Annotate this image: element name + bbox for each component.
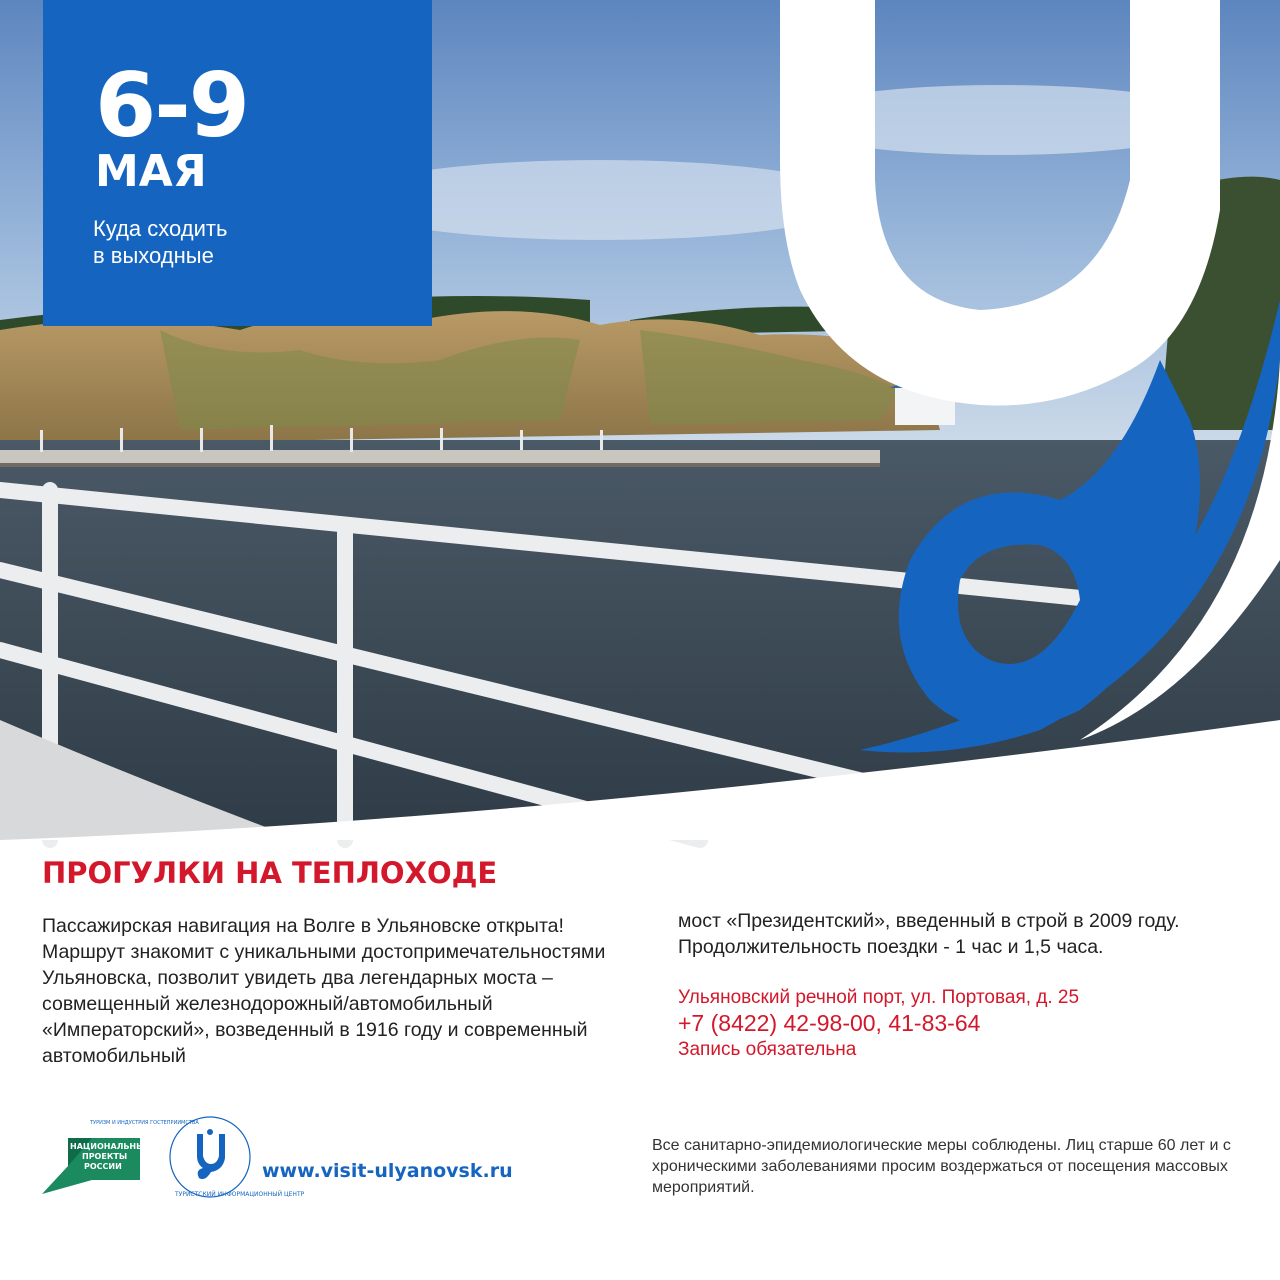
- np-logo-line1: НАЦИОНАЛЬНЫЕ: [70, 1142, 150, 1151]
- section-title: ПРОГУЛКИ НА ТЕПЛОХОДЕ: [42, 856, 498, 890]
- date-badge: [43, 0, 432, 326]
- weekend-caption: [93, 215, 393, 269]
- letter-u-left-arm: [780, 0, 1220, 406]
- caption-line-1: Куда сходить: [93, 216, 228, 241]
- np-logo-line2: ПРОЕКТЫ: [82, 1152, 128, 1161]
- description-left: Пассажирская навигация на Волге в Ульяновске открыта! Маршрут знакомит с уникальными достопримечательностями Ульяновска, позволит увидеть два легендарных моста – совмещенный железнодорожный/автомобильный «Императорский», возведенный в 1916 году и современный автомобильный: [42, 915, 606, 1067]
- date-month: МАЯ: [95, 146, 207, 197]
- tic-logo-text: ТУРИСТСКИЙ ИНФОРМАЦИОННЫЙ ЦЕНТР: [175, 1191, 305, 1198]
- letter-u-loop: [899, 360, 1200, 730]
- website-link[interactable]: www.visit-ulyanovsk.ru: [262, 1160, 513, 1182]
- np-logo-top: ТУРИЗМ И ИНДУСТРИЯ ГОСТЕПРИИМСТВА: [90, 1120, 199, 1126]
- health-disclaimer: Все санитарно-эпидемиологические меры соблюдены. Лиц старше 60 лет и с хроническими заболеваниями просим воздержаться от посещения массовых мероприятий.: [652, 1137, 1231, 1196]
- tourist-info-center-logo: [165, 1112, 305, 1202]
- contact-note: Запись обязательна: [678, 1039, 857, 1060]
- date-range: 6-9: [95, 54, 248, 157]
- np-logo-line3: РОССИИ: [84, 1162, 122, 1171]
- contact-phone[interactable]: +7 (8422) 42-98-00, 41-83-64: [678, 1010, 981, 1036]
- caption-line-2: в выходные: [93, 243, 214, 268]
- description-right: мост «Президентский», введенный в строй в 2009 году. Продолжительность поездки - 1 час и 1,5 часа.: [678, 910, 1180, 958]
- contact-address: Ульяновский речной порт, ул. Портовая, д. 25: [678, 987, 1080, 1008]
- national-projects-logo: [40, 1118, 199, 1198]
- contact-block: [678, 985, 1238, 1062]
